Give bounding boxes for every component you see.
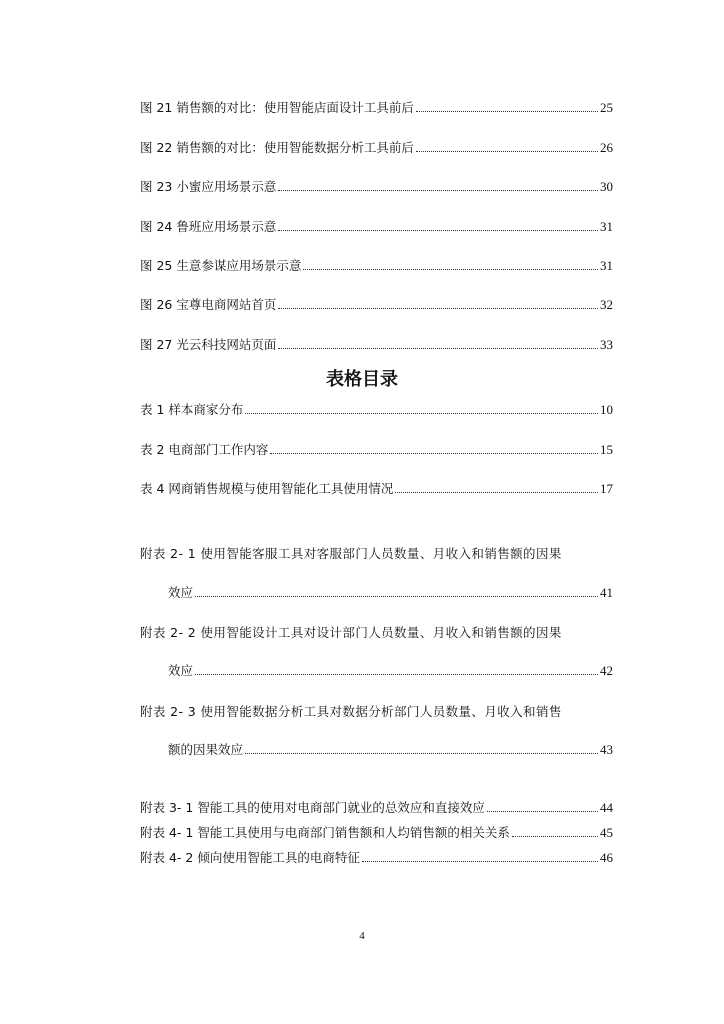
toc-entry-label: 附表 4- 1 智能工具使用与电商部门销售额和人均销售额的相关关系 bbox=[140, 825, 510, 840]
toc-entry-label: 图 21 销售额的对比：使用智能店面设计工具前后 bbox=[140, 100, 414, 115]
toc-entry-page: 46 bbox=[600, 850, 613, 865]
toc-entry-figure-21[interactable] bbox=[140, 100, 613, 116]
toc-entry-appendix-3-1[interactable] bbox=[140, 800, 613, 816]
toc-entry-page: 32 bbox=[600, 297, 613, 312]
toc-entry-appendix-2-3-line1[interactable]: 附表 2- 3 使用智能数据分析工具对数据分析部门人员数量、月收入和销售 bbox=[140, 704, 562, 719]
toc-entry-appendix-2-2[interactable] bbox=[168, 663, 613, 679]
toc-entry-figure-25[interactable] bbox=[140, 258, 613, 274]
dot-leader bbox=[195, 596, 598, 597]
toc-entry-label: 图 22 销售额的对比：使用智能数据分析工具前后 bbox=[140, 140, 414, 155]
dot-leader bbox=[303, 269, 598, 270]
toc-entry-table-1[interactable] bbox=[140, 402, 613, 418]
toc-entry-label: 图 25 生意参谋应用场景示意 bbox=[140, 258, 302, 273]
toc-entry-page: 44 bbox=[600, 800, 613, 815]
toc-entry-page: 45 bbox=[600, 825, 613, 840]
toc-entry-appendix-2-3[interactable] bbox=[168, 742, 613, 758]
tables-toc-heading: 表格目录 bbox=[326, 369, 398, 390]
toc-entry-page: 41 bbox=[600, 585, 613, 600]
toc-entry-appendix-2-1[interactable] bbox=[168, 585, 613, 601]
dot-leader bbox=[195, 674, 598, 675]
dot-leader bbox=[278, 230, 598, 231]
toc-entry-page: 15 bbox=[600, 442, 613, 457]
dot-leader bbox=[270, 453, 598, 454]
page-number: 4 bbox=[359, 930, 365, 942]
toc-entry-page: 31 bbox=[600, 258, 613, 273]
toc-entry-label: 额的因果效应 bbox=[168, 742, 244, 757]
dot-leader bbox=[395, 492, 598, 493]
toc-entry-page: 25 bbox=[600, 100, 613, 115]
toc-entry-label: 效应 bbox=[168, 585, 194, 600]
toc-entry-figure-24[interactable] bbox=[140, 219, 613, 235]
toc-entry-label: 表 4 网商销售规模与使用智能化工具使用情况 bbox=[140, 481, 394, 496]
dot-leader bbox=[512, 836, 598, 837]
toc-entry-page: 42 bbox=[600, 663, 613, 678]
toc-entry-page: 26 bbox=[600, 140, 613, 155]
dot-leader bbox=[487, 811, 598, 812]
toc-entry-label: 表 2 电商部门工作内容 bbox=[140, 442, 269, 457]
toc-entry-page: 31 bbox=[600, 219, 613, 234]
dot-leader bbox=[245, 413, 598, 414]
toc-entry-label: 附表 3- 1 智能工具的使用对电商部门就业的总效应和直接效应 bbox=[140, 800, 485, 815]
dot-leader bbox=[362, 861, 598, 862]
toc-entry-page: 33 bbox=[600, 337, 613, 352]
toc-entry-label: 图 26 宝尊电商网站首页 bbox=[140, 297, 277, 312]
toc-entry-label: 图 27 光云科技网站页面 bbox=[140, 337, 277, 352]
toc-entry-label: 表 1 样本商家分布 bbox=[140, 402, 244, 417]
toc-entry-appendix-4-2[interactable] bbox=[140, 850, 613, 866]
toc-entry-table-4[interactable] bbox=[140, 481, 613, 497]
toc-entry-page: 10 bbox=[600, 402, 613, 417]
dot-leader bbox=[416, 111, 598, 112]
toc-entry-appendix-4-1[interactable] bbox=[140, 825, 613, 841]
toc-entry-label: 效应 bbox=[168, 663, 194, 678]
toc-entry-figure-27[interactable] bbox=[140, 337, 613, 353]
toc-entry-figure-26[interactable] bbox=[140, 297, 613, 313]
toc-entry-page: 43 bbox=[600, 742, 613, 757]
dot-leader bbox=[278, 348, 598, 349]
toc-entry-label: 图 23 小蜜应用场景示意 bbox=[140, 179, 277, 194]
toc-entry-appendix-2-1-line1[interactable]: 附表 2- 1 使用智能客服工具对客服部门人员数量、月收入和销售额的因果 bbox=[140, 546, 562, 561]
toc-entry-figure-23[interactable] bbox=[140, 179, 613, 195]
toc-entry-label: 附表 4- 2 倾向使用智能工具的电商特征 bbox=[140, 850, 360, 865]
toc-entry-page: 17 bbox=[600, 481, 613, 496]
dot-leader bbox=[416, 151, 598, 152]
dot-leader bbox=[278, 308, 598, 309]
toc-entry-appendix-2-2-line1[interactable]: 附表 2- 2 使用智能设计工具对设计部门人员数量、月收入和销售额的因果 bbox=[140, 625, 562, 640]
dot-leader bbox=[245, 753, 598, 754]
toc-entry-table-2[interactable] bbox=[140, 442, 613, 458]
toc-entry-figure-22[interactable] bbox=[140, 140, 613, 156]
toc-entry-label: 图 24 鲁班应用场景示意 bbox=[140, 219, 277, 234]
dot-leader bbox=[278, 190, 598, 191]
toc-entry-page: 30 bbox=[600, 179, 613, 194]
